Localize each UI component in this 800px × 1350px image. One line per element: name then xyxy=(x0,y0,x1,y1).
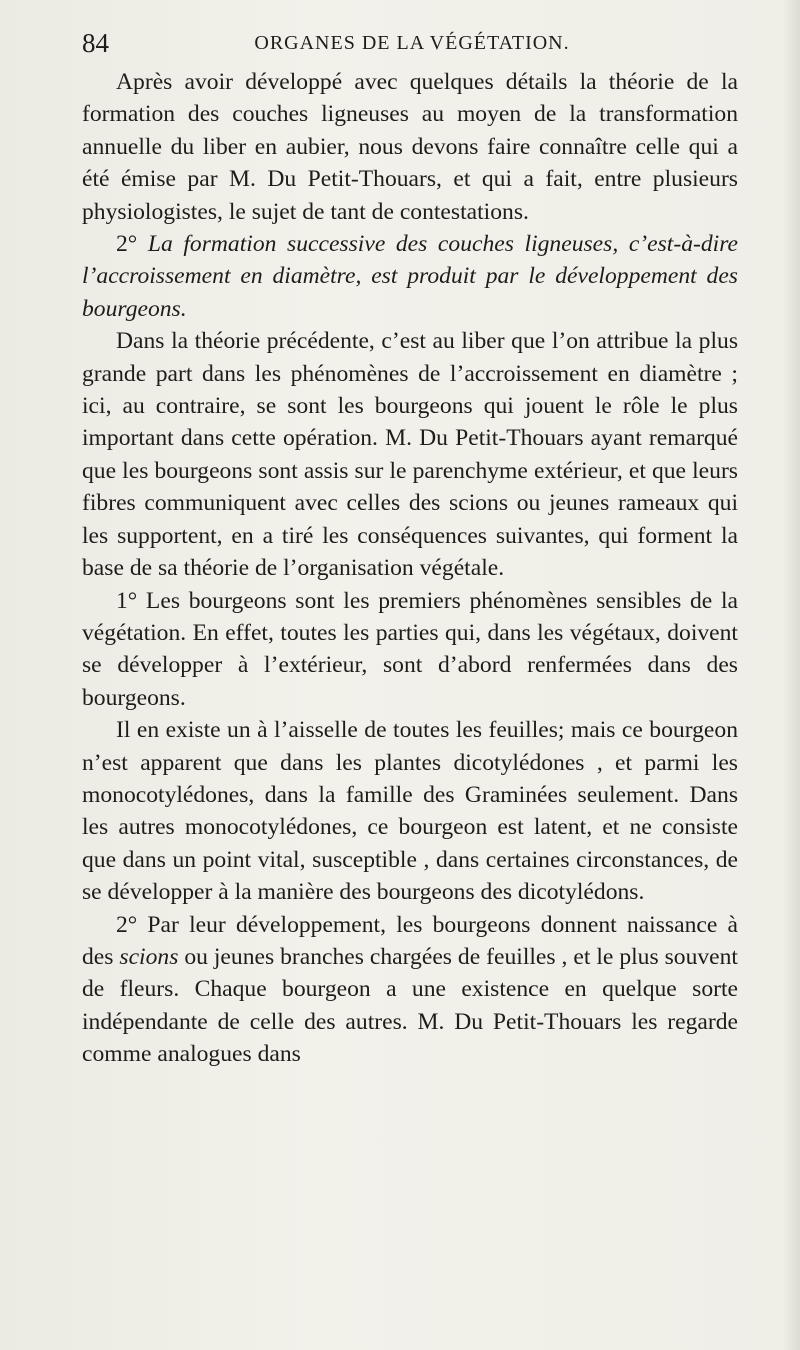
paragraph-2-italic: La formation successive des couches ligneuses, c’est-à-dire l’accroissement en diamètre, est produit par le développement des bourgeons. xyxy=(82,231,738,322)
paragraph-6-prefix: 2° Par leur développement, les bourgeons donnent naissance à des xyxy=(82,911,738,970)
page-number: 84 xyxy=(82,28,109,58)
paragraph-2-number: 2° xyxy=(116,231,138,258)
page-edge-shadow xyxy=(782,0,800,1350)
paragraph-6 xyxy=(82,909,738,1071)
paragraph-6-suffix: ou jeunes branches chargées de feuilles , et le plus souvent de fleurs. Chaque bourgeon a une existence en quelque sorte indépendante de celle des autres. M. Du Petit-Thouars les regarde comme analogues dans xyxy=(82,943,738,1068)
paragraph-2-heading xyxy=(82,228,738,325)
paragraph-5: Il en existe un à l’aisselle de toutes les feuilles; mais ce bourgeon n’est apparent que dans les plantes dicotylédones , et parmi les monocotylédones, dans la famille des Graminées seulement. Dans les autres monocotylédones, ce bourgeon est latent, et ne consiste que dans un point vital, susceptible , dans certaines circonstances, de se développer à la manière des bourgeons des dicotylédons. xyxy=(82,717,738,906)
paragraph-4: 1° Les bourgeons sont les premiers phénomènes sensibles de la végétation. En effet, toutes les parties qui, dans les végétaux, doivent se développer à l’extérieur, sont d’abord renfermées dans des bourgeons. xyxy=(82,587,738,711)
paragraph-6-italic: scions xyxy=(119,943,179,970)
page-header xyxy=(82,28,742,62)
paragraph-3: Dans la théorie précédente, c’est au liber que l’on attribue la plus grande part dans les phénomènes de l’accroissement en diamètre ; ici, au contraire, se sont les bourgeons qui jouent le rôle le plus important dans cette opération. M. Du Petit-Thouars ayant remarqué que les bourgeons sont assis sur le parenchyme extérieur, et que leurs fibres communiquent avec celles des scions ou jeunes rameaux qui les supportent, en a tiré les conséquences suivantes, qui forment la base de sa théorie de l’organisation végétale. xyxy=(82,328,738,582)
paragraph-1: Après avoir développé avec quelques détails la théorie de la formation des couches ligneuses au moyen de la transformation annuelle du liber en aubier, nous devons faire connaître celle qui a été émise par M. Du Petit-Thouars, et qui a fait, entre plusieurs physiologistes, le sujet de tant de contestations. xyxy=(82,69,738,225)
running-title: ORGANES DE LA VÉGÉTATION. xyxy=(254,32,570,54)
body-text xyxy=(82,66,738,1071)
